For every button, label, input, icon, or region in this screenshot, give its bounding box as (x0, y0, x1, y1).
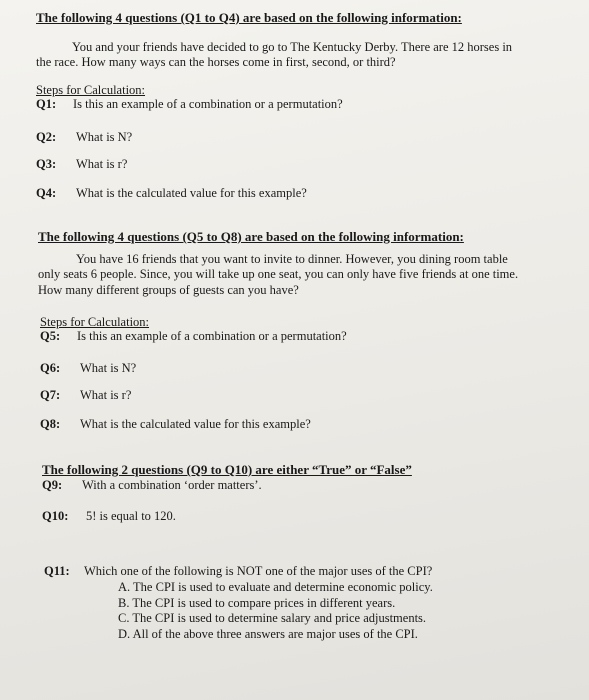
q7-text: What is r? (80, 388, 132, 402)
q2-text: What is N? (76, 130, 133, 144)
section1-steps-label: Steps for Calculation: (36, 83, 146, 97)
q11-number: Q11: (44, 564, 70, 578)
section2-info-line2: only seats 6 people. Since, you will take up one seat, you can only have five friends at one time. (38, 267, 519, 281)
q8-text: What is the calculated value for this example? (80, 417, 311, 431)
section2-steps-label: Steps for Calculation: (40, 315, 150, 329)
q2-number: Q2: (36, 130, 57, 144)
section3-header: The following 2 questions (Q9 to Q10) are either “True” or “False” (42, 462, 412, 477)
q10-number: Q10: (42, 509, 69, 523)
q9-number: Q9: (42, 478, 63, 492)
q1-number: Q1: (36, 97, 57, 111)
section2-header: The following 4 questions (Q5 to Q8) are based on the following information: (38, 229, 464, 244)
q11-option-b: B. The CPI is used to compare prices in different years. (118, 596, 396, 610)
q9-text: With a combination ‘order matters’. (82, 478, 262, 492)
q5-number: Q5: (40, 329, 61, 343)
q8-number: Q8: (40, 417, 61, 431)
q7-number: Q7: (40, 388, 61, 402)
q11-option-d: D. All of the above three answers are major uses of the CPI. (118, 627, 418, 641)
q5-text: Is this an example of a combination or a permutation? (77, 329, 347, 343)
section2-info-line1: You have 16 friends that you want to invite to dinner. However, you dining room table (76, 252, 508, 266)
q6-text: What is N? (80, 361, 137, 375)
q1-text: Is this an example of a combination or a permutation? (73, 97, 343, 111)
q4-text: What is the calculated value for this example? (76, 186, 307, 200)
q4-number: Q4: (36, 186, 57, 200)
q11-option-a: A. The CPI is used to evaluate and determine economic policy. (118, 580, 433, 594)
section2-info-line3: How many different groups of guests can you have? (38, 283, 299, 297)
q11-option-c: C. The CPI is used to determine salary and price adjustments. (118, 611, 427, 625)
q3-number: Q3: (36, 157, 57, 171)
q6-number: Q6: (40, 361, 61, 375)
section1-info-line1: You and your friends have decided to go to The Kentucky Derby. There are 12 horses in (72, 40, 513, 54)
q10-text: 5! is equal to 120. (86, 509, 176, 523)
section1-header: The following 4 questions (Q1 to Q4) are based on the following information: (36, 10, 462, 25)
q3-text: What is r? (76, 157, 128, 171)
section1-info-line2: the race. How many ways can the horses come in first, second, or third? (36, 55, 396, 69)
q11-text: Which one of the following is NOT one of the major uses of the CPI? (84, 564, 433, 578)
